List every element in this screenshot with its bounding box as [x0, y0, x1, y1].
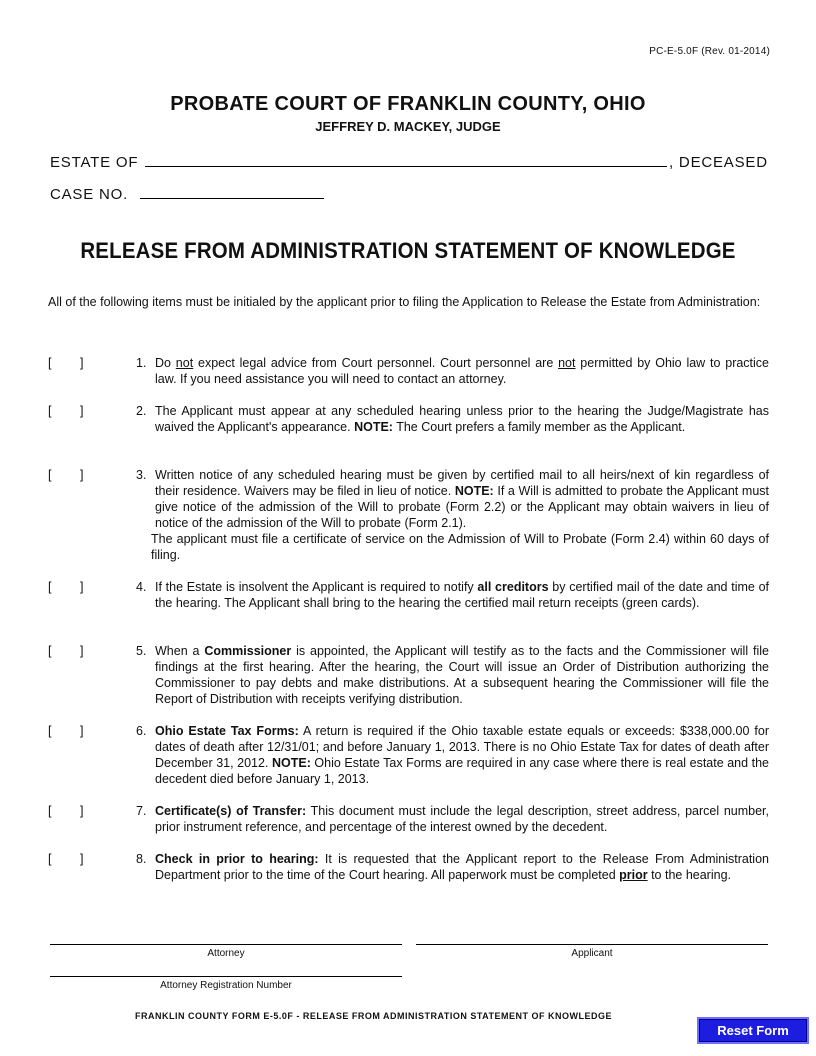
item-text: When a Commissioner is appointed, the Applicant will testify as to the facts and the Commissioner will file findings at the first hearing. After the hearing, the Court will issue an Order of Distribution authorizing the Commissioner to pay debts and make distributions. At a subsequent hearing the Commissioner will file the Report of Distribution with receipts verifying distribution. [155, 644, 769, 706]
form-code: PC-E-5.0F (Rev. 01-2014) [649, 46, 770, 57]
item-text: Written notice of any scheduled hearing must be given by certified mail to all heirs/next of kin regardless of their residence. Waivers may be filed in lieu of notice. NOTE: If a Will is admitted to probate the Applicant must give notice of the admission of the Will to probate (Form 2.2) or the Applicant may obtain waivers in lieu of notice of the admission of the Will to probate (Form 2.1). The applicant must file a certificate of service on the Admission of Will to Probate (Form 2.4) within 60 days of filing. [151, 468, 769, 562]
attorney-signature-field[interactable] [50, 944, 402, 945]
item-text: Certificate(s) of Transfer: This document must include the legal description, street address, parcel number, prior instrument reference, and percentage of the interest owned by the decedent. [155, 804, 770, 834]
case-number-field[interactable] [140, 198, 324, 199]
item-number: 2. [136, 404, 147, 418]
form-footer: FRANKLIN COUNTY FORM E-5.0F - RELEASE FROM ADMINISTRATION STATEMENT OF KNOWLEDGE [135, 1011, 612, 1021]
item-number: 7. [136, 804, 147, 818]
item-text: The Applicant must appear at any scheduled hearing unless prior to the hearing the Judge/Magistrate has waived the Applicant's appearance. NOTE: The Court prefers a family member as the Applicant. [155, 404, 769, 434]
intro-text: All of the following items must be initialed by the applicant prior to filing the Application to Release the Estate from Administration: [48, 295, 761, 309]
case-number-label: CASE NO. [50, 186, 129, 203]
item-text: Ohio Estate Tax Forms: A return is required if the Ohio taxable estate equals or exceeds: $338,000.00 for dates of death after 12/31/01; and before January 1, 2013. There is no Ohio Estate Tax for dates of death after December 31, 2012. NOTE: Ohio Estate Tax Forms are required in any case where there is real estate and the decedent died before January 1, 2013. [155, 724, 769, 786]
estate-name-field[interactable] [145, 166, 667, 167]
applicant-label: Applicant [571, 948, 613, 959]
item-number: 6. [136, 724, 147, 738]
attorney-registration-label: Attorney Registration Number [160, 980, 292, 991]
item-number: 5. [136, 644, 147, 658]
item-text: Do not expect legal advice from Court personnel. Court personnel are not permitted by Ohio law to practice law. If you need assistance you will need to contact an attorney. [155, 356, 770, 386]
court-name: PROBATE COURT OF FRANKLIN COUNTY, OHIO [170, 93, 646, 115]
page-title: RELEASE FROM ADMINISTRATION STATEMENT OF KNOWLEDGE [80, 238, 736, 263]
item-number: 3. [136, 468, 147, 482]
estate-of-label: ESTATE OF [50, 154, 139, 171]
attorney-label: Attorney [207, 948, 245, 959]
item-text: If the Estate is insolvent the Applicant is required to notify all creditors by certified mail of the date and time of the hearing. The Applicant shall bring to the hearing the certified mail return receipts (green cards). [155, 580, 770, 610]
item-number: 8. [136, 852, 147, 866]
item-text: Check in prior to hearing: It is requested that the Applicant report to the Release From Administration Department prior to the time of the Court hearing. All paperwork must be completed prior to the hearing. [155, 852, 769, 882]
reset-form-button[interactable]: Reset Form [697, 1017, 809, 1044]
judge-name: JEFFREY D. MACKEY, JUDGE [315, 119, 501, 134]
applicant-signature-field[interactable] [416, 944, 768, 945]
attorney-registration-field[interactable] [50, 976, 402, 977]
deceased-label: , DECEASED [669, 154, 768, 171]
item-number: 4. [136, 580, 147, 594]
item-number: 1. [136, 356, 147, 370]
